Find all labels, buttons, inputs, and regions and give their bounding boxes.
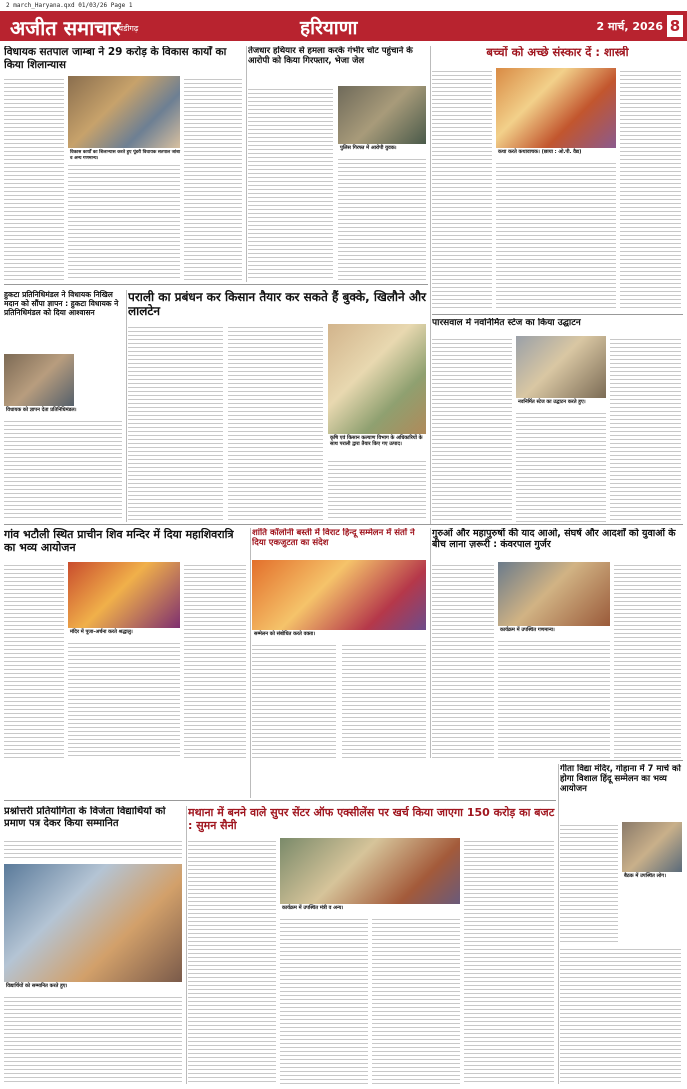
- article-mathana-centre: [188, 806, 556, 1084]
- article-photo: [516, 336, 606, 398]
- article-hindu-sammelan: [252, 528, 428, 758]
- column-divider: [430, 46, 431, 524]
- article-body: [4, 418, 122, 520]
- article-headline: विधायक सतपाल जाम्बा ने 29 करोड़ के विकास कार्यों का किया शिलान्यास: [4, 46, 227, 71]
- article-photo: [4, 864, 182, 982]
- page-number: 8: [667, 15, 683, 37]
- section-divider: [560, 760, 683, 761]
- edition-city: चंडीगढ़: [118, 24, 139, 33]
- article-photo: [328, 324, 426, 434]
- photo-caption: कथा करते कथावाचक। (छाया : ओ.पी. वैद्य): [496, 148, 620, 156]
- article-headline: गांव भटौली स्थित प्राचीन शिव मन्दिर में दिया महाशिवरात्रि का भव्य आयोजन: [4, 528, 234, 555]
- article-body: [432, 336, 512, 523]
- masthead: [0, 11, 687, 41]
- article-headline: हुकटा प्रतिनिधिमंडल ने विधायक निखिल मदान को सौंपा ज्ञापन : हुकटा विधायक ने प्रतिनिधिमंडल को दिया आश्वासन: [4, 290, 119, 317]
- article-body: [248, 86, 333, 281]
- article-bhatauli-shivratri: [4, 528, 248, 758]
- article-photo: [496, 68, 616, 148]
- section-divider: [4, 524, 683, 525]
- photo-caption: कार्यक्रम में उपस्थित मंत्री व अन्य।: [280, 904, 464, 912]
- photo-caption: सम्मेलन को संबोधित करते वक्ता।: [252, 630, 428, 638]
- article-headline: पारसवाल में नवनिर्मित स्टेज का किया उद्घाटन: [432, 318, 581, 328]
- article-body: [4, 838, 182, 860]
- article-body: [4, 562, 64, 758]
- article-headline: तेजधार हथियार से हमला करके गंभीर चोट पहुंचाने के आरोपी को किया गिरफ्तार, भेजा जेल: [248, 46, 413, 67]
- photo-caption: कार्यक्रम में उपस्थित गणमान्य।: [498, 626, 614, 634]
- article-headline: शांति कॉलोनी बस्ती में विराट हिन्दू सम्मेलन में संतों ने दिया एकजुटता का संदेश: [252, 528, 415, 549]
- article-body: [228, 324, 323, 520]
- article-photo: [498, 562, 610, 626]
- article-body: [610, 336, 681, 523]
- article-photo: [68, 562, 180, 628]
- photo-caption: विद्यार्थियों को सम्मानित करते हुए।: [4, 982, 184, 990]
- article-headline: पराली का प्रबंधन कर किसान तैयार कर सकते हैं बुक्के, खिलौने और लालटेन: [128, 290, 427, 319]
- column-divider: [430, 528, 431, 758]
- article-body: [620, 68, 681, 311]
- photo-caption: कृषि एवं किसान कल्याण विभाग के अधिकारियों के साथ पराली द्वारा तैयार किए गए उत्पाद।: [328, 434, 428, 448]
- article-headline: बच्चों को अच्छे संस्कार दें : शास्त्री: [486, 46, 629, 59]
- article-photo: [622, 822, 682, 872]
- article-body: [188, 838, 276, 1084]
- article-body: [280, 916, 368, 1084]
- column-divider: [250, 528, 251, 798]
- article-body: [4, 76, 64, 281]
- column-divider: [246, 46, 247, 282]
- article-shastri-sanskar: [432, 46, 683, 311]
- article-stage-inauguration: [432, 318, 683, 523]
- article-body: [614, 562, 681, 758]
- article-body: [68, 640, 180, 758]
- article-headline: गुरुओं और महापुरुषों की याद आओ, संघर्ष और आदर्शों को युवाओं के बीच लाना ज़रूरी : कंवरपाल गुर्जर: [432, 528, 676, 551]
- photo-caption: पुलिस गिरफ्त में आरोपी युवक।: [338, 144, 428, 152]
- article-headline: मथाना में बनने वाले सुपर सेंटर ऑफ एक्सीलेंस पर खर्च किया जाएगा 150 करोड़ का बजट : सुमन सैनी: [188, 806, 555, 833]
- photo-caption: विकास कार्यों का शिलान्यास करते हुए पूंडरी विधायक सतपाल जांबा व अन्य गणमान्य।: [68, 148, 184, 162]
- article-body: [68, 162, 180, 281]
- article-parali-management: [128, 290, 428, 520]
- paper-name: अजीत समाचार: [10, 16, 121, 40]
- section-divider: [432, 314, 683, 315]
- article-body: [560, 822, 618, 942]
- column-divider: [558, 764, 559, 1084]
- article-body: [184, 562, 246, 758]
- article-body: [342, 642, 426, 758]
- section-title: हरियाणा: [300, 17, 358, 39]
- article-kanwarpal-gurjar: [432, 528, 683, 758]
- section-divider: [4, 284, 428, 285]
- article-gita-vidya-mandir: [560, 764, 683, 1084]
- article-photo: [280, 838, 460, 904]
- article-quiz-winners: [4, 806, 184, 1084]
- column-divider: [126, 290, 127, 522]
- print-slug: 2 march_Haryana.qxd 01/03/26 Page 1: [6, 2, 133, 9]
- article-body: [328, 458, 426, 520]
- article-body: [464, 838, 554, 1084]
- article-body: [496, 160, 616, 311]
- section-divider: [4, 800, 556, 801]
- article-photo: [338, 86, 426, 144]
- article-body: [372, 916, 460, 1084]
- article-body: [4, 994, 182, 1084]
- article-body: [184, 76, 242, 281]
- photo-caption: मंदिर में पूजा-अर्चना करते श्रद्धालु।: [68, 628, 184, 636]
- article-jamba-inauguration: [4, 46, 244, 281]
- article-attack-arrest: [248, 46, 428, 281]
- photo-caption: नवनिर्मित स्टेज का उद्घाटन करते हुए।: [516, 398, 610, 406]
- article-headline: गीता विद्या मंदिर, गोहाना में 7 मार्च को होगा विशाल हिंदू सम्मेलन का भव्य आयोजन: [560, 764, 681, 795]
- photo-caption: विधायक को ज्ञापन देता प्रतिनिधिमंडल।: [4, 406, 124, 414]
- article-body: [516, 410, 606, 523]
- article-photo: [68, 76, 180, 148]
- article-body: [338, 156, 426, 281]
- article-body: [560, 946, 681, 1084]
- photo-caption: बैठक में उपस्थित लोग।: [622, 872, 683, 880]
- article-photo: [252, 560, 426, 630]
- article-hukta-memorandum: [4, 290, 124, 520]
- article-body: [128, 324, 223, 520]
- article-body: [432, 68, 492, 311]
- article-body: [252, 642, 336, 758]
- column-divider: [186, 806, 187, 1084]
- article-photo: [4, 354, 74, 406]
- issue-date: 2 मार्च, 2026: [596, 20, 663, 33]
- article-body: [432, 562, 494, 758]
- article-body: [498, 638, 610, 758]
- article-headline: प्रश्नोत्तरी प्रतियोगिता के विजेता विद्यार्थियों को प्रमाण पत्र देकर किया सम्मानित: [4, 806, 166, 829]
